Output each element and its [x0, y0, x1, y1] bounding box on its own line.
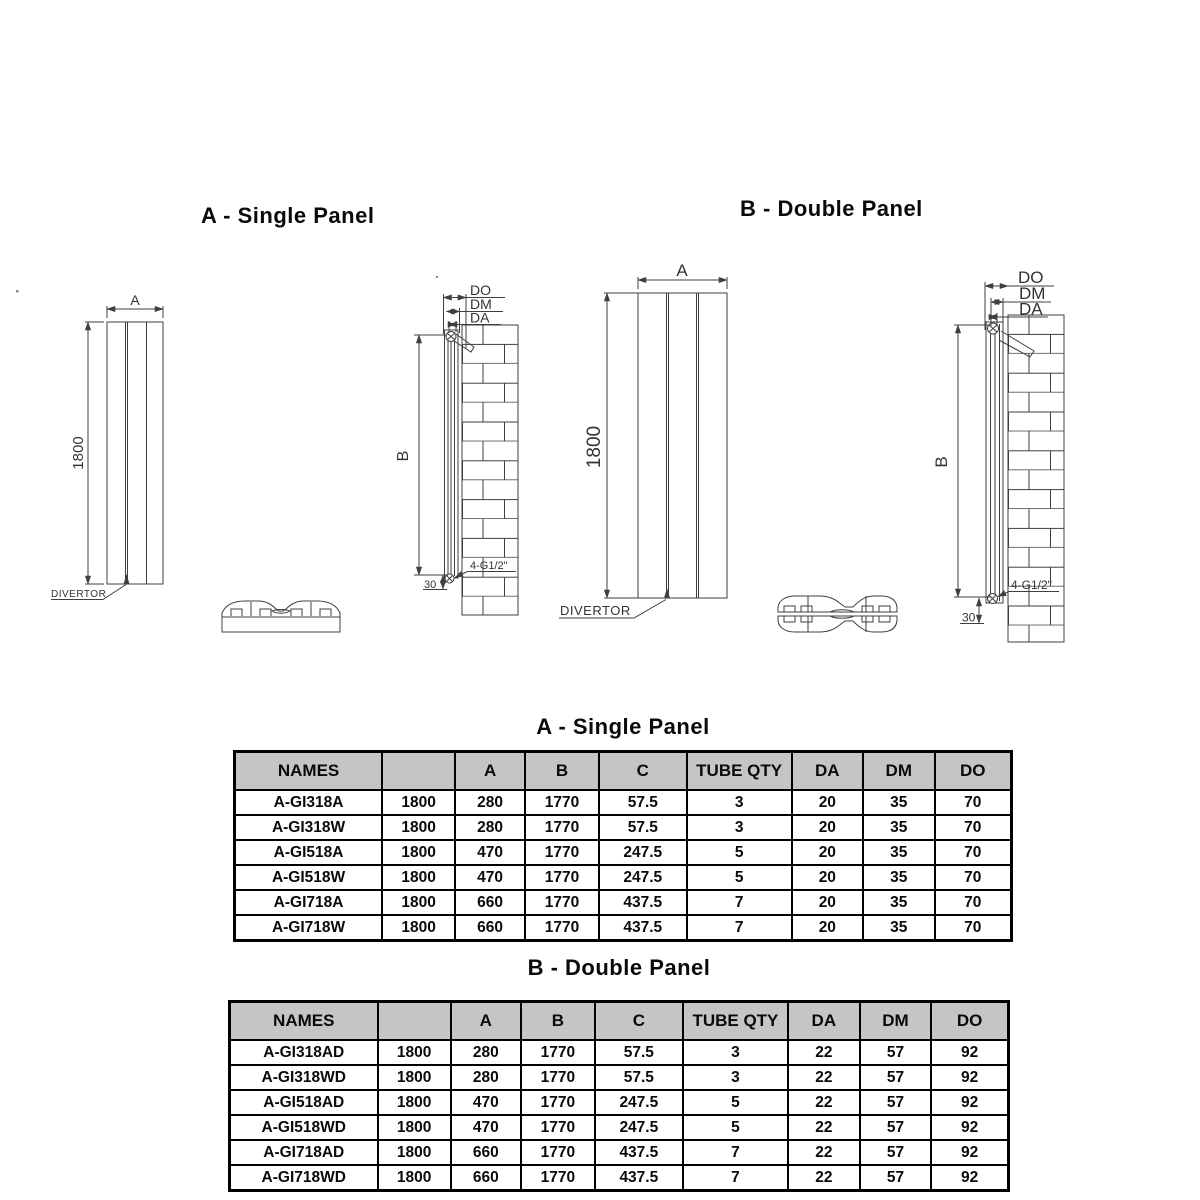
value-cell: 437.5 [599, 890, 687, 915]
divertor-mark [664, 588, 670, 598]
value-cell: 280 [455, 815, 525, 840]
model-name-cell: A-GI518WD [230, 1115, 378, 1140]
value-cell: 1800 [382, 815, 455, 840]
value-cell: 22 [788, 1040, 860, 1065]
value-cell: 1770 [521, 1065, 595, 1090]
value-cell: 22 [788, 1115, 860, 1140]
value-cell: 1770 [521, 1090, 595, 1115]
double-panel-table-title: B - Double Panel [527, 955, 711, 980]
column-header: DM [860, 1002, 932, 1041]
value-cell: 1770 [525, 890, 599, 915]
value-cell: 57 [860, 1165, 932, 1191]
column-header: A [455, 752, 525, 791]
value-cell: 35 [863, 840, 934, 865]
b-dim-label: B [932, 456, 951, 468]
value-cell: 1800 [378, 1090, 451, 1115]
width-dim-label: A [676, 261, 688, 280]
column-header: DO [935, 752, 1012, 791]
single-panel-drawing-title: A - Single Panel [201, 203, 375, 228]
value-cell: 660 [451, 1140, 521, 1165]
value-cell: 70 [935, 815, 1012, 840]
column-header: DM [863, 752, 934, 791]
single-panel-section-view [222, 601, 340, 632]
tube-slots [231, 609, 331, 616]
value-cell: 5 [683, 1115, 788, 1140]
value-cell: 1800 [378, 1165, 451, 1191]
value-cell: 92 [931, 1140, 1008, 1165]
value-cell: 22 [788, 1140, 860, 1165]
value-cell: 1770 [525, 915, 599, 941]
wall-brick-hatch [1008, 315, 1064, 642]
value-cell: 22 [788, 1165, 860, 1191]
value-cell: 437.5 [595, 1165, 683, 1191]
value-cell: 7 [683, 1140, 788, 1165]
table-row [235, 890, 1012, 915]
da-label: DA [1019, 299, 1043, 319]
value-cell: 247.5 [599, 840, 687, 865]
offset-label: 30 [962, 610, 976, 625]
extension-lines [604, 293, 638, 598]
column-header: TUBE QTY [683, 1002, 788, 1041]
b-dim-label: B [395, 450, 412, 462]
do-label: DO [470, 282, 491, 298]
divertor-label: DIVERTOR [560, 603, 631, 618]
height-dim-label: 1800 [584, 425, 605, 469]
table-row [230, 1090, 1009, 1115]
value-cell: 247.5 [595, 1115, 683, 1140]
do-label: DO [1018, 268, 1044, 287]
artifact-dot [436, 276, 438, 278]
column-header: C [595, 1002, 683, 1041]
value-cell: 7 [683, 1165, 788, 1191]
table-row [230, 1115, 1009, 1140]
table-row [235, 865, 1012, 890]
column-header: TUBE QTY [687, 752, 792, 791]
value-cell: 1770 [521, 1165, 595, 1191]
value-cell: 22 [788, 1090, 860, 1115]
column-header: B [521, 1002, 595, 1041]
value-cell: 7 [687, 915, 792, 941]
tube-slots-bottom [784, 616, 890, 622]
value-cell: 20 [792, 790, 863, 815]
value-cell: 92 [931, 1090, 1008, 1115]
value-cell: 1800 [378, 1115, 451, 1140]
value-cell: 1770 [521, 1140, 595, 1165]
value-cell: 1770 [521, 1040, 595, 1065]
dm-label: DM [470, 296, 492, 312]
value-cell: 1770 [521, 1115, 595, 1140]
value-cell: 437.5 [599, 915, 687, 941]
value-cell: 57 [860, 1140, 932, 1165]
single-panel-spec-table [233, 750, 1013, 942]
value-cell: 470 [455, 865, 525, 890]
column-header: DA [792, 752, 863, 791]
value-cell: 660 [451, 1165, 521, 1191]
value-cell: 1800 [378, 1040, 451, 1065]
header-row [235, 752, 1012, 791]
width-dim-label: A [130, 292, 140, 308]
divertor-mark [124, 574, 130, 584]
column-header: DA [788, 1002, 860, 1041]
value-cell: 1800 [378, 1140, 451, 1165]
value-cell: 70 [935, 840, 1012, 865]
value-cell: 470 [451, 1115, 521, 1140]
connection-label: 4-G1/2" [1011, 578, 1052, 592]
model-name-cell: A-GI318WD [230, 1065, 378, 1090]
double-panel-spec-table [228, 1000, 1010, 1192]
value-cell: 1770 [525, 865, 599, 890]
value-cell: 5 [683, 1090, 788, 1115]
model-name-cell: A-GI318AD [230, 1040, 378, 1065]
panel-outline [638, 293, 727, 598]
value-cell: 1770 [525, 790, 599, 815]
double-panel-side-view [932, 268, 1064, 642]
value-cell: 7 [687, 890, 792, 915]
column-header [378, 1002, 451, 1041]
value-cell: 1770 [525, 840, 599, 865]
value-cell: 437.5 [595, 1140, 683, 1165]
table-row [230, 1165, 1009, 1191]
column-header: B [525, 752, 599, 791]
double-panel-drawing-title: B - Double Panel [740, 196, 923, 221]
value-cell: 470 [455, 840, 525, 865]
center-web [830, 610, 854, 619]
height-dim-label: 1800 [70, 436, 87, 470]
value-cell: 20 [792, 915, 863, 941]
value-cell: 57.5 [595, 1065, 683, 1090]
value-cell: 92 [931, 1040, 1008, 1065]
double-panel-front-view [559, 261, 727, 618]
value-cell: 57 [860, 1090, 932, 1115]
da-label: DA [470, 309, 490, 326]
model-name-cell: A-GI318W [235, 815, 383, 840]
single-panel-table-title: A - Single Panel [536, 714, 710, 739]
value-cell: 92 [931, 1165, 1008, 1191]
column-header: C [599, 752, 687, 791]
value-cell: 70 [935, 890, 1012, 915]
column-header: DO [931, 1002, 1008, 1041]
model-name-cell: A-GI318A [235, 790, 383, 815]
model-name-cell: A-GI518A [235, 840, 383, 865]
value-cell: 1770 [525, 815, 599, 840]
value-cell: 1800 [382, 790, 455, 815]
panel-seams [667, 293, 699, 598]
value-cell: 92 [931, 1065, 1008, 1090]
value-cell: 5 [687, 840, 792, 865]
value-cell: 3 [687, 790, 792, 815]
value-cell: 57.5 [595, 1040, 683, 1065]
table-row [235, 790, 1012, 815]
value-cell: 57 [860, 1115, 932, 1140]
value-cell: 35 [863, 815, 934, 840]
value-cell: 70 [935, 915, 1012, 941]
value-cell: 470 [451, 1090, 521, 1115]
value-cell: 3 [687, 815, 792, 840]
panel-outline [107, 322, 163, 584]
model-name-cell: A-GI518W [235, 865, 383, 890]
table-row [235, 915, 1012, 941]
value-cell: 660 [455, 890, 525, 915]
connection-label: 4-G1/2" [470, 560, 508, 572]
value-cell: 1800 [378, 1065, 451, 1090]
model-name-cell: A-GI718AD [230, 1140, 378, 1165]
value-cell: 247.5 [599, 865, 687, 890]
table-row [230, 1040, 1009, 1065]
value-cell: 22 [788, 1065, 860, 1090]
table-row [235, 840, 1012, 865]
value-cell: 57.5 [599, 790, 687, 815]
table-row [230, 1065, 1009, 1090]
value-cell: 1800 [382, 840, 455, 865]
value-cell: 57.5 [599, 815, 687, 840]
value-cell: 35 [863, 790, 934, 815]
value-cell: 57 [860, 1040, 932, 1065]
extension-lines [954, 325, 990, 597]
value-cell: 70 [935, 790, 1012, 815]
model-name-cell: A-GI718A [235, 890, 383, 915]
value-cell: 3 [683, 1065, 788, 1090]
column-header: A [451, 1002, 521, 1041]
dm-label: DM [1019, 284, 1046, 303]
table-row [235, 815, 1012, 840]
value-cell: 1800 [382, 865, 455, 890]
panel-seams [126, 322, 147, 584]
single-panel-side-view [395, 282, 518, 615]
value-cell: 280 [451, 1040, 521, 1065]
column-header: NAMES [230, 1002, 378, 1041]
value-cell: 5 [687, 865, 792, 890]
tube-slots-top [784, 606, 890, 612]
offset-label: 30 [424, 579, 437, 591]
value-cell: 660 [455, 915, 525, 941]
value-cell: 280 [455, 790, 525, 815]
value-cell: 20 [792, 865, 863, 890]
value-cell: 1800 [382, 915, 455, 941]
value-cell: 20 [792, 815, 863, 840]
value-cell: 20 [792, 840, 863, 865]
value-cell: 3 [683, 1040, 788, 1065]
table-row [230, 1140, 1009, 1165]
value-cell: 35 [863, 865, 934, 890]
value-cell: 20 [792, 890, 863, 915]
column-header: NAMES [235, 752, 383, 791]
header-row [230, 1002, 1009, 1041]
value-cell: 280 [451, 1065, 521, 1090]
value-cell: 247.5 [595, 1090, 683, 1115]
value-cell: 70 [935, 865, 1012, 890]
model-name-cell: A-GI518AD [230, 1090, 378, 1115]
value-cell: 92 [931, 1115, 1008, 1140]
divertor-label: DIVERTOR [51, 589, 107, 600]
model-name-cell: A-GI718W [235, 915, 383, 941]
column-header [382, 752, 455, 791]
value-cell: 35 [863, 890, 934, 915]
double-panel-section-view [778, 596, 897, 632]
value-cell: 35 [863, 915, 934, 941]
value-cell: 1800 [382, 890, 455, 915]
model-name-cell: A-GI718WD [230, 1165, 378, 1191]
artifact-dot [16, 290, 19, 293]
value-cell: 57 [860, 1065, 932, 1090]
single-panel-front-view [51, 292, 163, 600]
